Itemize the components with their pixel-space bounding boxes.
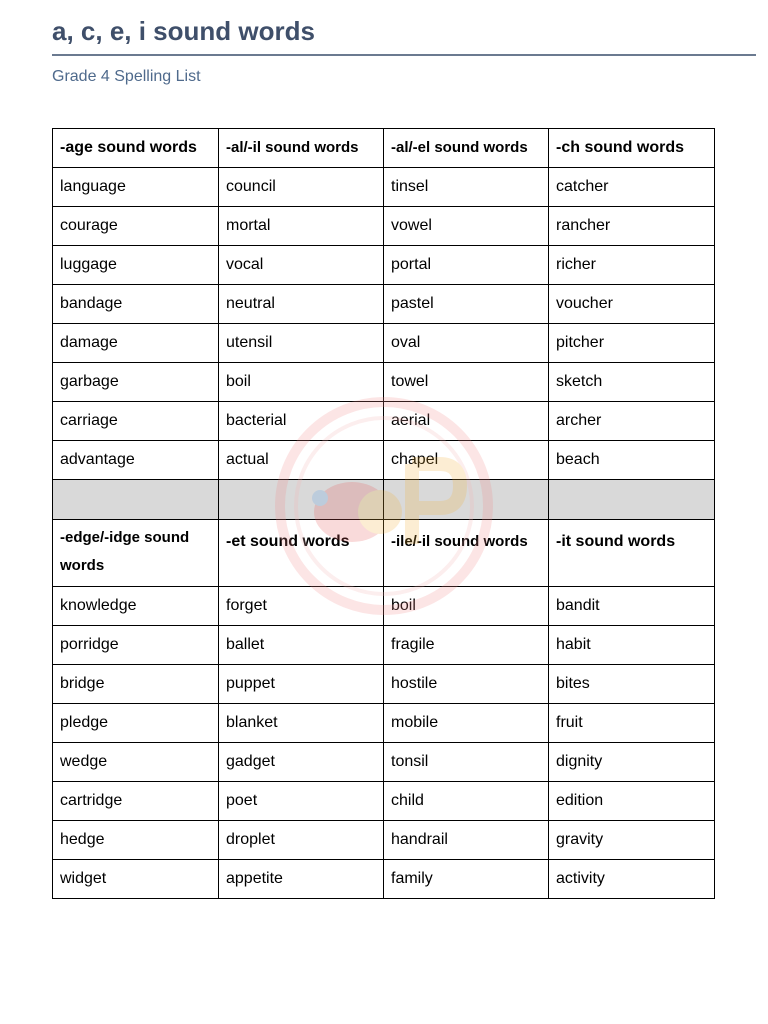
table-cell: wedge [53, 743, 219, 782]
table-cell: garbage [53, 363, 219, 402]
table-row [53, 626, 715, 665]
column-header: -et sound words [219, 520, 384, 587]
table-cell: council [219, 168, 384, 207]
table-cell: towel [384, 363, 549, 402]
table-cell: child [384, 782, 549, 821]
table-cell: advantage [53, 441, 219, 480]
table-cell: gadget [219, 743, 384, 782]
column-header: -al/-el sound words [384, 129, 549, 168]
table-cell: pledge [53, 704, 219, 743]
table-cell: poet [219, 782, 384, 821]
table-row [53, 782, 715, 821]
table-cell: fruit [549, 704, 715, 743]
table-cell: family [384, 860, 549, 899]
page-subtitle: Grade 4 Spelling List [52, 68, 201, 85]
column-header: -ile/-il sound words [384, 520, 549, 587]
table-cell: hostile [384, 665, 549, 704]
table-cell: chapel [384, 441, 549, 480]
table-cell: bridge [53, 665, 219, 704]
table-cell: mobile [384, 704, 549, 743]
table-row [53, 704, 715, 743]
table-cell: portal [384, 246, 549, 285]
table-cell: utensil [219, 324, 384, 363]
separator-cell [549, 480, 715, 520]
table-cell: bacterial [219, 402, 384, 441]
table-cell: boil [384, 587, 549, 626]
table-header-row [53, 129, 715, 168]
separator-cell [384, 480, 549, 520]
table-row [53, 363, 715, 402]
table-cell: handrail [384, 821, 549, 860]
table-header-row [53, 520, 715, 587]
table-row [53, 402, 715, 441]
column-header: -edge/-idge sound words [53, 520, 219, 587]
table-cell: activity [549, 860, 715, 899]
table-cell: bandage [53, 285, 219, 324]
table-cell: rancher [549, 207, 715, 246]
table-cell: carriage [53, 402, 219, 441]
table-row [53, 587, 715, 626]
table-cell: gravity [549, 821, 715, 860]
table-cell: ballet [219, 626, 384, 665]
table-row [53, 743, 715, 782]
table-cell: mortal [219, 207, 384, 246]
table-cell: droplet [219, 821, 384, 860]
table-row [53, 821, 715, 860]
table-cell: boil [219, 363, 384, 402]
column-header: -it sound words [549, 520, 715, 587]
table-cell: sketch [549, 363, 715, 402]
table-cell: porridge [53, 626, 219, 665]
separator-row [53, 480, 715, 520]
table-cell: hedge [53, 821, 219, 860]
table-cell: blanket [219, 704, 384, 743]
table-cell: habit [549, 626, 715, 665]
column-header: -al/-il sound words [219, 129, 384, 168]
table-cell: bandit [549, 587, 715, 626]
table-row [53, 168, 715, 207]
table-cell: appetite [219, 860, 384, 899]
table-row [53, 665, 715, 704]
table-cell: richer [549, 246, 715, 285]
separator-cell [219, 480, 384, 520]
table-row [53, 324, 715, 363]
table-cell: edition [549, 782, 715, 821]
table-cell: pitcher [549, 324, 715, 363]
table-cell: tinsel [384, 168, 549, 207]
table-row [53, 246, 715, 285]
table-cell: actual [219, 441, 384, 480]
spelling-table [52, 128, 715, 899]
table-cell: puppet [219, 665, 384, 704]
table-cell: voucher [549, 285, 715, 324]
table-cell: tonsil [384, 743, 549, 782]
table-cell: widget [53, 860, 219, 899]
table-cell: neutral [219, 285, 384, 324]
table-cell: cartridge [53, 782, 219, 821]
table-row [53, 285, 715, 324]
table-row [53, 207, 715, 246]
table-cell: dignity [549, 743, 715, 782]
column-header: -ch sound words [549, 129, 715, 168]
table-row [53, 441, 715, 480]
table-cell: damage [53, 324, 219, 363]
page-title: a, c, e, i sound words [52, 16, 315, 46]
table-cell: language [53, 168, 219, 207]
table-cell: aerial [384, 402, 549, 441]
table-cell: courage [53, 207, 219, 246]
table-cell: knowledge [53, 587, 219, 626]
table-cell: beach [549, 441, 715, 480]
column-header: -age sound words [53, 129, 219, 168]
table-cell: vocal [219, 246, 384, 285]
table-cell: bites [549, 665, 715, 704]
separator-cell [53, 480, 219, 520]
table-cell: oval [384, 324, 549, 363]
table-cell: vowel [384, 207, 549, 246]
table-cell: fragile [384, 626, 549, 665]
table-cell: luggage [53, 246, 219, 285]
table-cell: forget [219, 587, 384, 626]
title-divider [52, 54, 756, 56]
table-row [53, 860, 715, 899]
table-cell: archer [549, 402, 715, 441]
table-cell: catcher [549, 168, 715, 207]
table-cell: pastel [384, 285, 549, 324]
